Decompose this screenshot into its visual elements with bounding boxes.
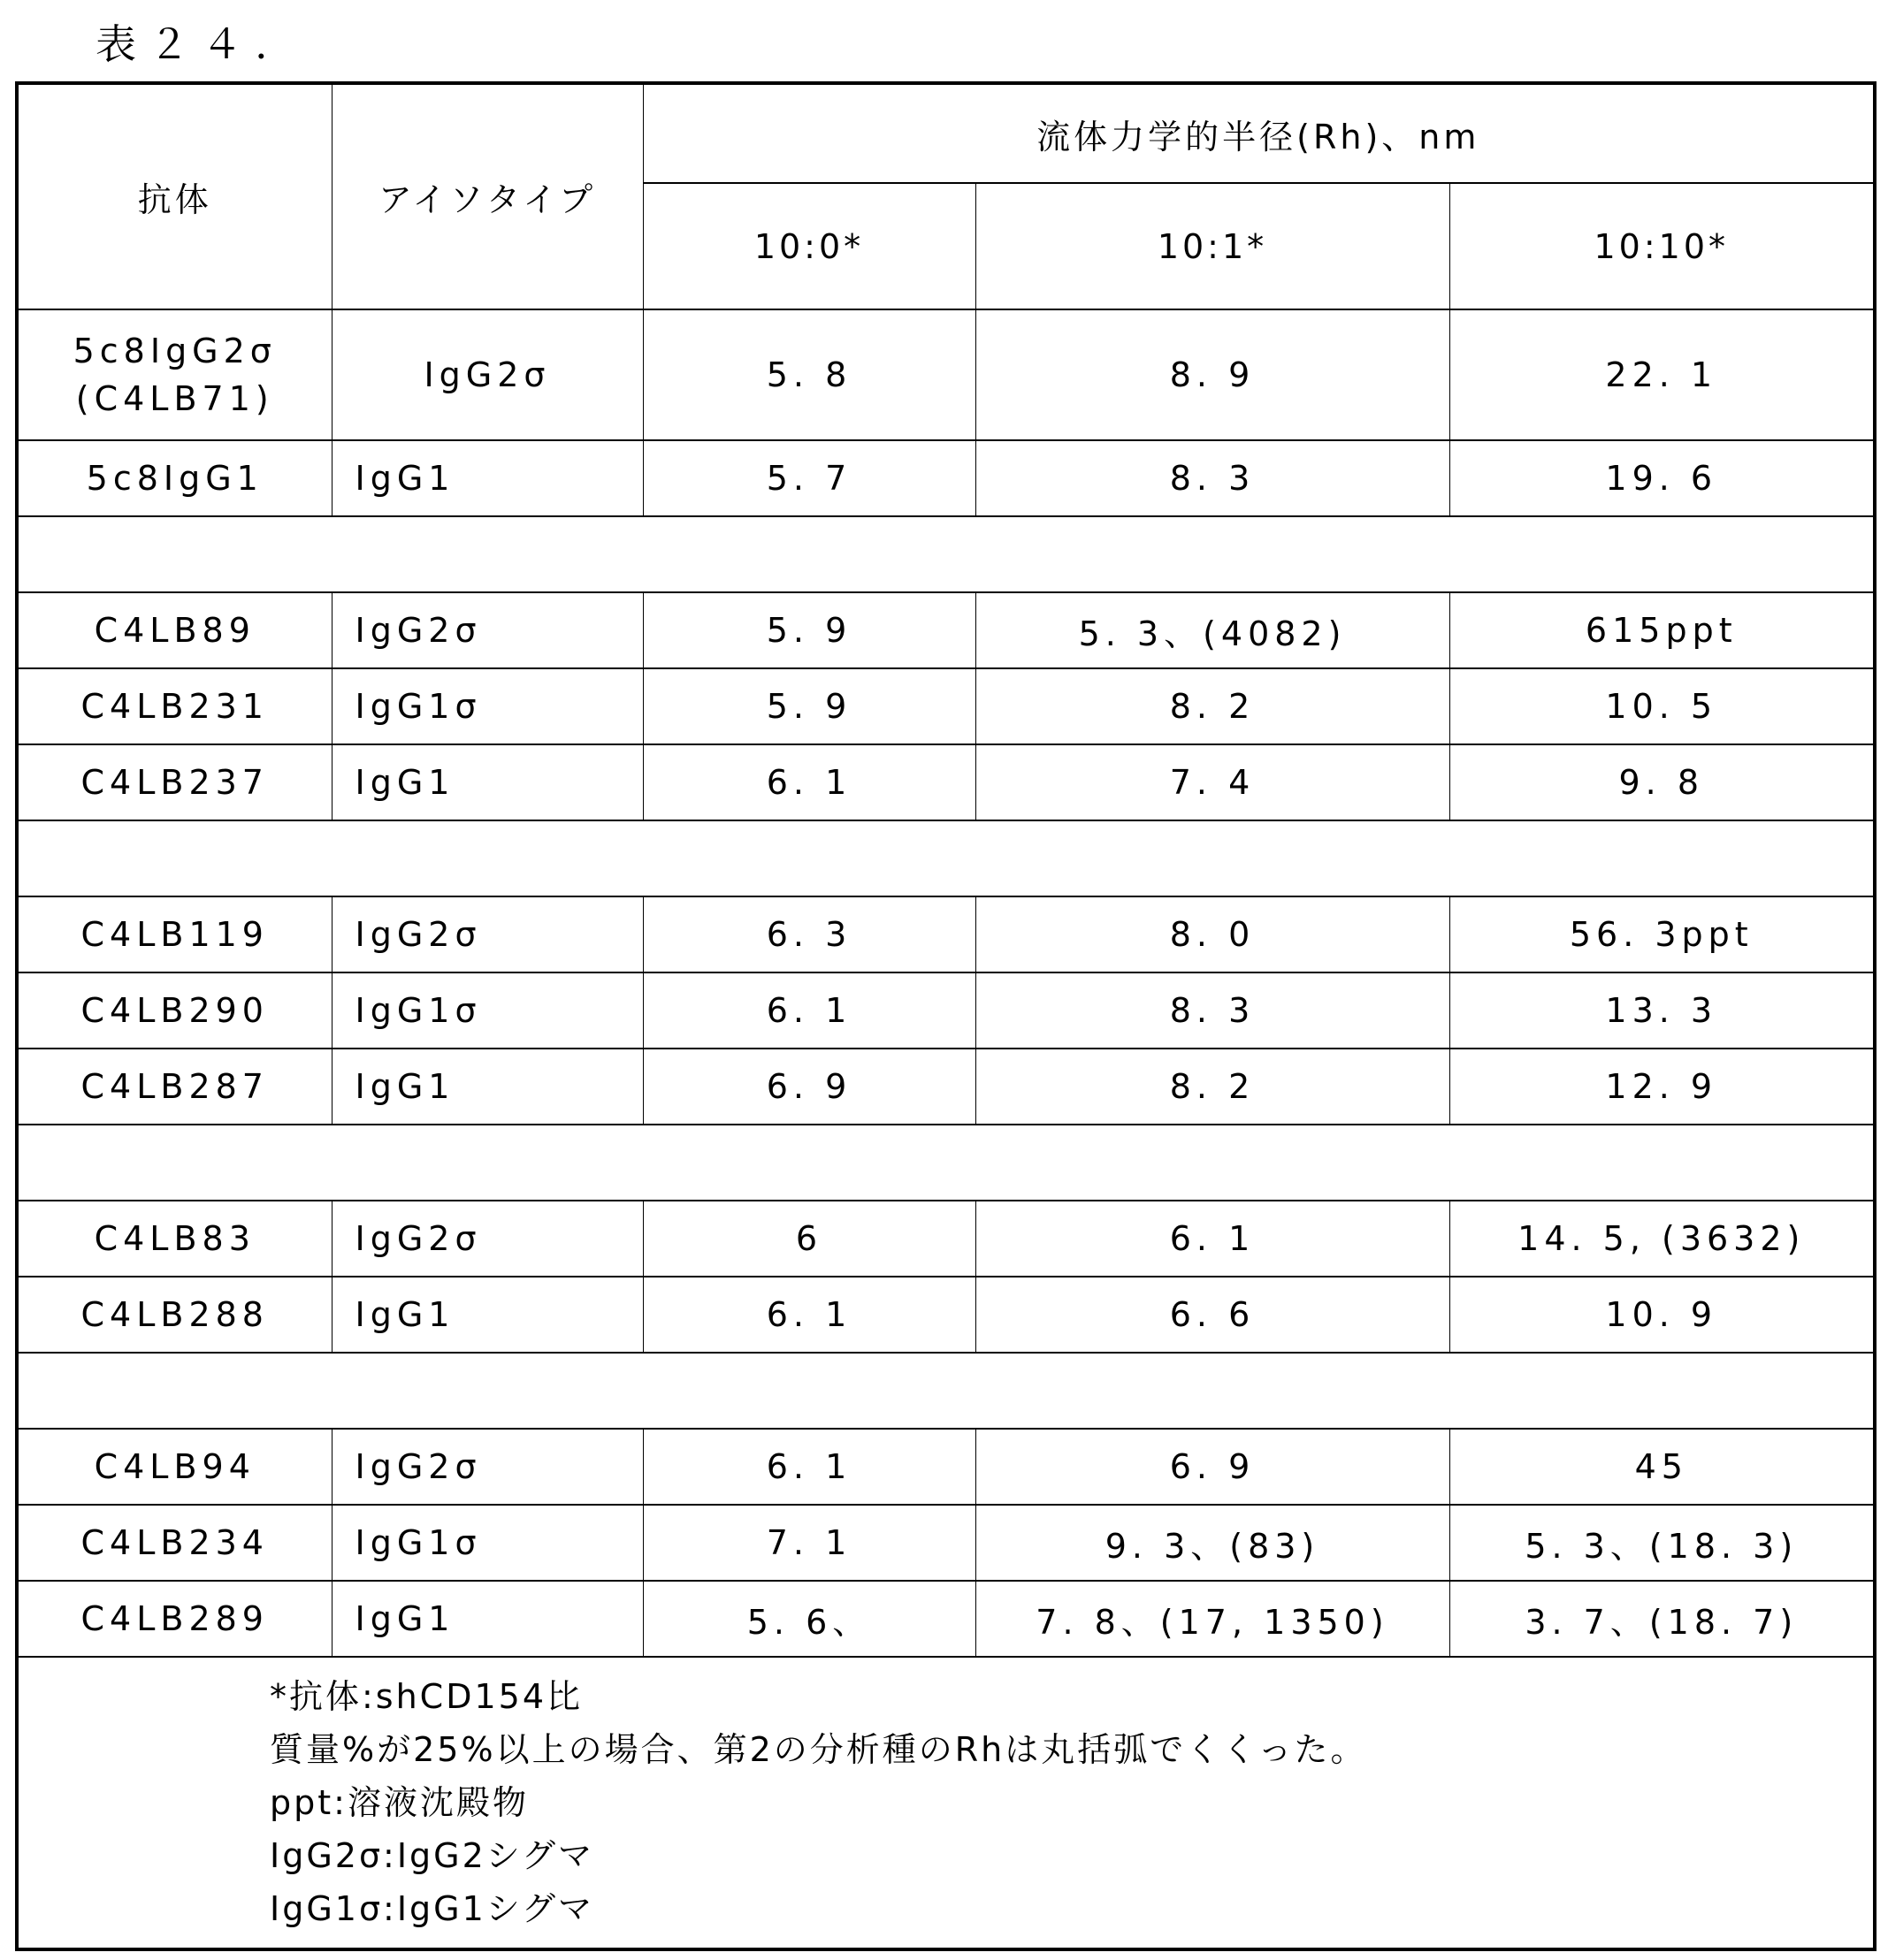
antibody-cell: C4LB234 — [17, 1505, 332, 1581]
table-row — [17, 440, 1875, 516]
rh-value-cell: 6. 1 — [643, 972, 975, 1049]
table-row — [17, 896, 1875, 972]
rh-value-cell: 6. 1 — [643, 1429, 975, 1505]
table-row — [17, 972, 1875, 1049]
rh-value-cell: 13. 3 — [1449, 972, 1875, 1049]
footnote-line: IgG2σ:IgG2シグマ — [270, 1829, 1873, 1882]
isotype-cell: IgG2σ — [332, 1201, 643, 1277]
header-rh: 流体力学的半径(Rh)、nm — [643, 83, 1875, 183]
isotype-cell: IgG2σ — [332, 592, 643, 668]
rh-value-cell: 5. 6、 — [643, 1581, 975, 1657]
isotype-cell: IgG2σ — [332, 309, 643, 440]
table-row — [17, 744, 1875, 820]
antibody-cell: 5c8IgG1 — [17, 440, 332, 516]
rh-value-cell: 6. 9 — [643, 1049, 975, 1125]
table-row — [17, 1049, 1875, 1125]
antibody-cell: C4LB290 — [17, 972, 332, 1049]
rh-value-cell: 8. 3 — [975, 440, 1449, 516]
table-row — [17, 668, 1875, 744]
rh-value-cell: 19. 6 — [1449, 440, 1875, 516]
rh-value-cell: 6 — [643, 1201, 975, 1277]
rh-value-cell: 6. 1 — [643, 1277, 975, 1353]
isotype-cell: IgG2σ — [332, 896, 643, 972]
spacer-cell — [17, 516, 1875, 592]
rh-value-cell: 8. 2 — [975, 1049, 1449, 1125]
rh-value-cell: 5. 9 — [643, 592, 975, 668]
rh-value-cell: 9. 3、(83) — [975, 1505, 1449, 1581]
rh-value-cell: 12. 9 — [1449, 1049, 1875, 1125]
rh-value-cell: 5. 7 — [643, 440, 975, 516]
header-antibody: 抗体 — [17, 83, 332, 309]
rh-value-cell: 6. 9 — [975, 1429, 1449, 1505]
footnote-line: ppt:溶液沈殿物 — [270, 1776, 1873, 1829]
spacer-row — [17, 516, 1875, 592]
antibody-cell: C4LB89 — [17, 592, 332, 668]
isotype-cell: IgG1σ — [332, 668, 643, 744]
antibody-cell: C4LB83 — [17, 1201, 332, 1277]
isotype-cell: IgG2σ — [332, 1429, 643, 1505]
spacer-cell — [17, 820, 1875, 896]
antibody-cell: 5c8IgG2σ (C4LB71) — [17, 309, 332, 440]
rh-value-cell: 615ppt — [1449, 592, 1875, 668]
footnote-line: 質量%が25%以上の場合、第2の分析種のRhは丸括弧でくくった。 — [270, 1723, 1873, 1776]
antibody-cell: C4LB231 — [17, 668, 332, 744]
rh-value-cell: 6. 1 — [643, 744, 975, 820]
spacer-cell — [17, 1125, 1875, 1201]
rh-value-cell: 3. 7、(18. 7) — [1449, 1581, 1875, 1657]
rh-value-cell: 9. 8 — [1449, 744, 1875, 820]
header-ratio-10-1: 10:1* — [975, 183, 1449, 309]
table-title: 表２４. — [96, 12, 280, 71]
antibody-cell: C4LB288 — [17, 1277, 332, 1353]
antibody-cell: C4LB94 — [17, 1429, 332, 1505]
isotype-cell: IgG1σ — [332, 972, 643, 1049]
rh-value-cell: 6. 3 — [643, 896, 975, 972]
antibody-cell: C4LB289 — [17, 1581, 332, 1657]
spacer-cell — [17, 1353, 1875, 1429]
antibody-cell: C4LB119 — [17, 896, 332, 972]
table-row — [17, 1505, 1875, 1581]
isotype-cell: IgG1 — [332, 744, 643, 820]
rh-value-cell: 45 — [1449, 1429, 1875, 1505]
isotype-cell: IgG1 — [332, 1277, 643, 1353]
rh-value-cell: 7. 4 — [975, 744, 1449, 820]
rh-value-cell: 5. 9 — [643, 668, 975, 744]
rh-value-cell: 8. 0 — [975, 896, 1449, 972]
rh-value-cell: 56. 3ppt — [1449, 896, 1875, 972]
rh-value-cell: 8. 3 — [975, 972, 1449, 1049]
header-ratio-10-0: 10:0* — [643, 183, 975, 309]
isotype-cell: IgG1 — [332, 440, 643, 516]
antibody-cell: C4LB287 — [17, 1049, 332, 1125]
rh-value-cell: 6. 6 — [975, 1277, 1449, 1353]
table-row — [17, 1201, 1875, 1277]
antibody-cell: C4LB237 — [17, 744, 332, 820]
footnote-row — [17, 1657, 1875, 1949]
rh-value-cell: 8. 9 — [975, 309, 1449, 440]
rh-value-cell: 5. 8 — [643, 309, 975, 440]
rh-value-cell: 10. 5 — [1449, 668, 1875, 744]
rh-value-cell: 10. 9 — [1449, 1277, 1875, 1353]
header-row-1 — [17, 83, 1875, 183]
footnote-line: *抗体:shCD154比 — [270, 1670, 1873, 1723]
rh-value-cell: 14. 5, (3632) — [1449, 1201, 1875, 1277]
rh-value-cell: 5. 3、(4082) — [975, 592, 1449, 668]
isotype-cell: IgG1 — [332, 1581, 643, 1657]
isotype-cell: IgG1σ — [332, 1505, 643, 1581]
header-ratio-10-10: 10:10* — [1449, 183, 1875, 309]
footnotes — [17, 1657, 1875, 1949]
rh-table — [15, 81, 1877, 1951]
table-row — [17, 1429, 1875, 1505]
rh-value-cell: 5. 3、(18. 3) — [1449, 1505, 1875, 1581]
spacer-row — [17, 1353, 1875, 1429]
rh-value-cell: 7. 8、(17, 1350) — [975, 1581, 1449, 1657]
header-isotype: アイソタイプ — [332, 83, 643, 309]
rh-value-cell: 22. 1 — [1449, 309, 1875, 440]
rh-value-cell: 7. 1 — [643, 1505, 975, 1581]
spacer-row — [17, 1125, 1875, 1201]
rh-value-cell: 8. 2 — [975, 668, 1449, 744]
rh-value-cell: 6. 1 — [975, 1201, 1449, 1277]
table-row — [17, 592, 1875, 668]
footnote-line: IgG1σ:IgG1シグマ — [270, 1882, 1873, 1935]
table-row — [17, 1581, 1875, 1657]
table-row — [17, 309, 1875, 440]
spacer-row — [17, 820, 1875, 896]
isotype-cell: IgG1 — [332, 1049, 643, 1125]
table-row — [17, 1277, 1875, 1353]
